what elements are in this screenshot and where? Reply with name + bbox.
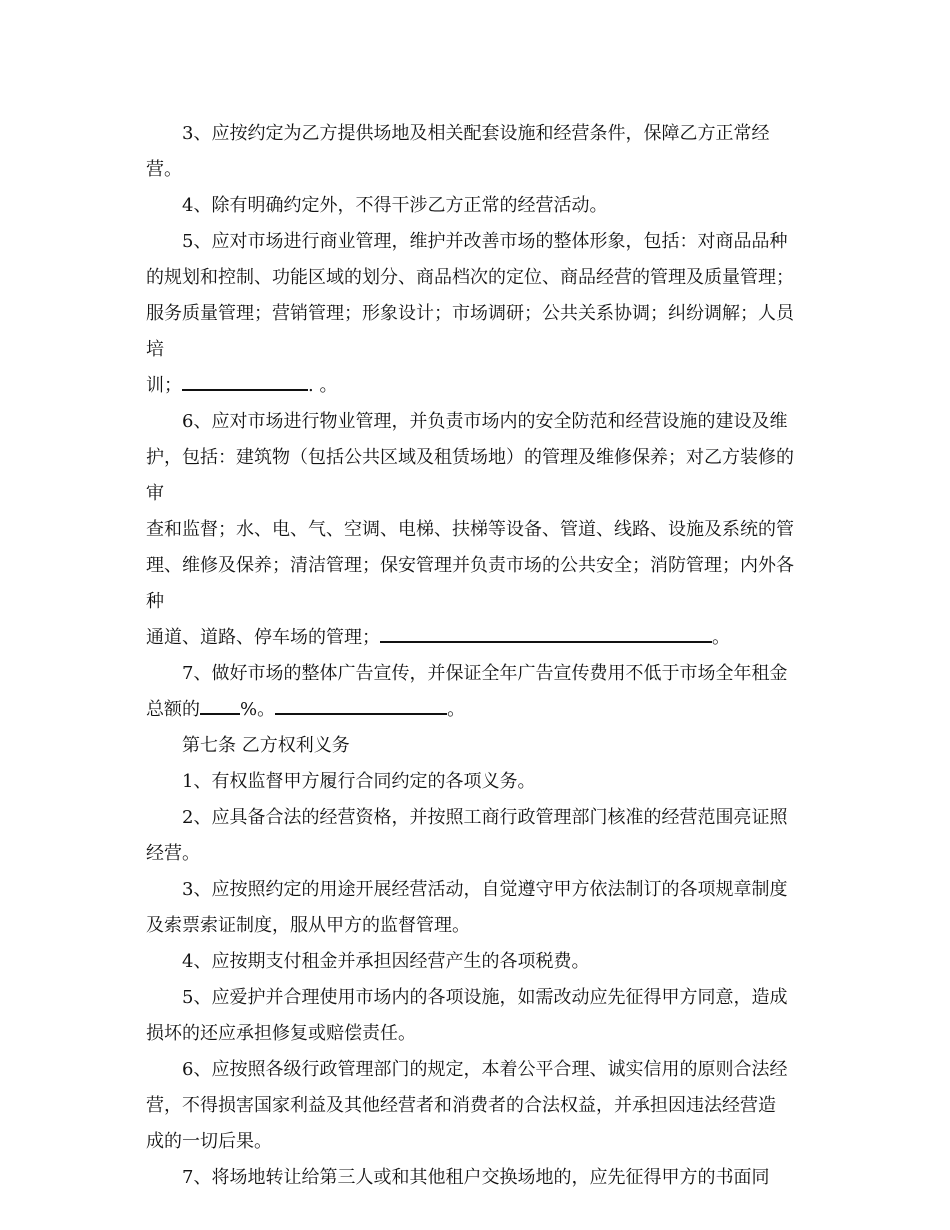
clause-lessee-7: 7、将场地转让给第三人或和其他租户交换场地的，应先征得甲方的书面同 bbox=[182, 1167, 770, 1188]
text-line: 3、应按约定为乙方提供场地及相关配套设施和经营条件，保障乙方正常经 bbox=[182, 123, 770, 144]
text-line: 2、应具备合法的经营资格，并按照工商行政管理部门核准的经营范围亮证照 bbox=[182, 807, 788, 828]
article-7-heading: 第七条 乙方权利义务 bbox=[182, 735, 350, 756]
clause-lessor-7 bbox=[146, 656, 806, 728]
text-fragment: . 。 bbox=[308, 375, 338, 396]
clause-lessee-3 bbox=[146, 872, 806, 944]
text-fragment: 。 bbox=[447, 699, 466, 720]
text-line: 3、应按照约定的用途开展经营活动，自觉遵守甲方依法制订的各项规章制度 bbox=[182, 879, 788, 900]
text-fragment: %。 bbox=[240, 699, 276, 720]
text-line: 的规划和控制、功能区域的划分、商品档次的定位、商品经营的管理及质量管理； bbox=[146, 267, 794, 288]
text-line bbox=[146, 692, 806, 728]
text-line: 成的一切后果。 bbox=[146, 1131, 272, 1152]
text-line: 理、维修及保养；清洁管理；保安管理并负责市场的公共安全；消防管理；内外各种 bbox=[146, 555, 794, 612]
clause-lessee-1: 1、有权监督甲方履行合同约定的各项义务。 bbox=[182, 771, 536, 792]
clause-lessor-6 bbox=[146, 404, 806, 656]
text-line: 损坏的还应承担修复或赔偿责任。 bbox=[146, 1023, 416, 1044]
clause-lessee-2 bbox=[146, 800, 806, 872]
fill-in-blank[interactable] bbox=[275, 699, 447, 715]
text-line: 营，不得损害国家利益及其他经营者和消费者的合法权益，并承担因违法经营造 bbox=[146, 1095, 776, 1116]
text-line: 5、应爱护并合理使用市场内的各项设施，如需改动应先征得甲方同意，造成 bbox=[182, 987, 788, 1008]
clause-lessor-4: 4、除有明确约定外，不得干涉乙方正常的经营活动。 bbox=[182, 195, 608, 216]
text-line: 营。 bbox=[146, 159, 182, 180]
text-line: 6、应对市场进行物业管理，并负责市场内的安全防范和经营设施的建设及维 bbox=[182, 411, 788, 432]
text-line: 7、做好市场的整体广告宣传，并保证全年广告宣传费用不低于市场全年租金 bbox=[182, 663, 788, 684]
text-line: 护，包括：建筑物（包括公共区域及租赁场地）的管理及维修保养；对乙方装修的审 bbox=[146, 447, 794, 504]
text-line: 查和监督；水、电、气、空调、电梯、扶梯等设备、管道、线路、设施及系统的管 bbox=[146, 519, 794, 540]
clause-lessee-6 bbox=[146, 1052, 806, 1160]
text-line bbox=[146, 620, 806, 656]
fill-in-blank[interactable] bbox=[182, 375, 308, 391]
clause-lessor-5 bbox=[146, 224, 806, 404]
text-fragment: 训； bbox=[146, 375, 182, 396]
fill-in-blank[interactable] bbox=[380, 627, 712, 643]
fill-in-blank-percent[interactable] bbox=[200, 699, 240, 715]
text-line: 服务质量管理；营销管理；形象设计；市场调研；公共关系协调；纠纷调解；人员培 bbox=[146, 303, 794, 360]
text-line: 5、应对市场进行商业管理，维护并改善市场的整体形象，包括：对商品品种 bbox=[182, 231, 788, 252]
clause-lessee-5 bbox=[146, 980, 806, 1052]
clause-lessor-3 bbox=[146, 116, 806, 188]
text-fragment: 总额的 bbox=[146, 699, 200, 720]
text-line: 6、应按照各级行政管理部门的规定，本着公平合理、诚实信用的原则合法经 bbox=[182, 1059, 788, 1080]
text-line: 及索票索证制度，服从甲方的监督管理。 bbox=[146, 915, 470, 936]
contract-body bbox=[146, 116, 806, 1196]
text-line bbox=[146, 368, 806, 404]
text-fragment: 通道、道路、停车场的管理； bbox=[146, 627, 380, 648]
text-line: 经营。 bbox=[146, 843, 200, 864]
clause-lessee-4: 4、应按期支付租金并承担因经营产生的各项税费。 bbox=[182, 951, 590, 972]
text-fragment: 。 bbox=[712, 627, 730, 648]
